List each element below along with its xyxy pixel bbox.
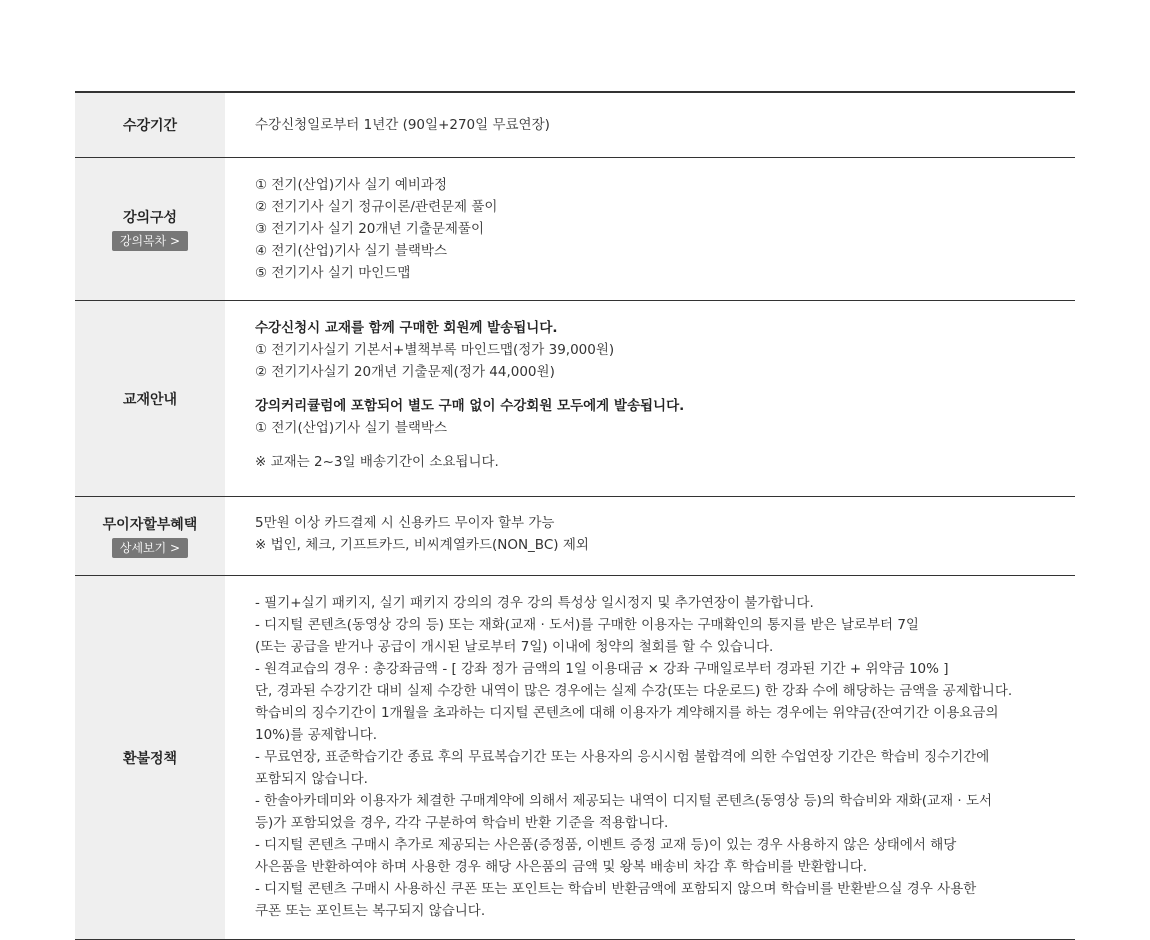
refund-line: - 원격교습의 경우 : 총강좌금액 - [ 강좌 정가 금액의 1일 이용대금 × 강좌 구매일로부터 경과된 기간 + 위약금 10% ] [255, 661, 949, 677]
composition-header [75, 158, 225, 300]
list-item: ① 전기(산업)기사 실기 블랙박스 [255, 420, 448, 436]
refund-content [225, 576, 1075, 939]
refund-line: 포함되지 않습니다. [255, 771, 368, 787]
refund-line: - 디지털 콘텐츠(동영상 강의 등) 또는 재화(교재 · 도서)를 구매한 이용자는 구매확인의 통지를 받은 날로부터 7일 [255, 617, 919, 633]
refund-line: 쿠폰 또는 포인트는 복구되지 않습니다. [255, 903, 486, 919]
row-textbook [75, 301, 1075, 497]
refund-line: 10%)를 공제합니다. [255, 727, 378, 743]
period-text: 수강신청일로부터 1년간 (90일+270일 무료연장) [255, 117, 550, 133]
installment-line: ※ 법인, 체크, 기프트카드, 비씨계열카드(NON_BC) 제외 [255, 537, 589, 553]
installment-label: 무이자할부혜택 [102, 517, 198, 533]
refund-line: 등)가 포함되었을 경우, 각각 구분하여 학습비 반환 기준을 적용합니다. [255, 815, 669, 831]
curriculum-button[interactable]: 강의목차 > [112, 231, 188, 251]
list-item: ① 전기기사실기 기본서+별책부록 마인드맵(정가 39,000원) [255, 342, 615, 358]
refund-line: - 디지털 콘텐츠 구매시 사용하신 쿠폰 또는 포인트는 학습비 반환금액에 포함되지 않으며 학습비를 반환받으실 경우 사용한 [255, 881, 977, 897]
textbook-label: 교재안내 [75, 301, 225, 496]
refund-line: (또는 공급을 받거나 공급이 개시된 날로부터 7일) 이내에 청약의 철회를 할 수 있습니다. [255, 639, 774, 655]
list-item: ② 전기기사실기 20개년 기출문제(정가 44,000원) [255, 364, 555, 380]
period-value [225, 93, 1075, 157]
composition-label: 강의구성 [122, 210, 178, 226]
refund-line: - 디지털 콘텐츠 구매시 추가로 제공되는 사은품(증정품, 이벤트 증정 교재 등)이 있는 경우 사용하지 않은 상태에서 해당 [255, 837, 957, 853]
list-item: ② 전기기사 실기 정규이론/관련문제 풀이 [255, 199, 498, 215]
period-label: 수강기간 [75, 93, 225, 157]
refund-line: 학습비의 징수기간이 1개월을 초과하는 디지털 콘텐츠에 대해 이용자가 계약해지를 하는 경우에는 위약금(잔여기간 이용요금의 [255, 705, 999, 721]
installment-header [75, 497, 225, 575]
row-refund [75, 576, 1075, 940]
course-info-table [75, 91, 1075, 940]
installment-content [225, 497, 1075, 575]
installment-line: 5만원 이상 카드결제 시 신용카드 무이자 할부 가능 [255, 515, 555, 531]
refund-line: - 무료연장, 표준학습기간 종료 후의 무료복습기간 또는 사용자의 응시시험 불합격에 의한 수업연장 기간은 학습비 징수기간에 [255, 749, 990, 765]
list-item: ③ 전기기사 실기 20개년 기출문제풀이 [255, 221, 485, 237]
refund-line: 단, 경과된 수강기간 대비 실제 수강한 내역이 많은 경우에는 실제 수강(또는 다운로드) 한 강좌 수에 해당하는 금액을 공제합니다. [255, 683, 1013, 699]
shipping-note: ※ 교재는 2~3일 배송기간이 소요됩니다. [255, 454, 499, 470]
list-item: ⑤ 전기기사 실기 마인드맵 [255, 265, 411, 281]
refund-line: - 필기+실기 패키지, 실기 패키지 강의의 경우 강의 특성상 일시정지 및 추가연장이 불가합니다. [255, 595, 814, 611]
refund-label: 환불정책 [75, 576, 225, 939]
list-item: ④ 전기(산업)기사 실기 블랙박스 [255, 243, 448, 259]
refund-line: - 한솔아카데미와 이용자가 체결한 구매계약에 의해서 제공되는 내역이 디지털 콘텐츠(동영상 등)의 학습비와 재화(교재 · 도서 [255, 793, 993, 809]
composition-list [225, 158, 1075, 300]
textbook-heading-purchase: 수강신청시 교재를 함께 구매한 회원께 발송됩니다. [255, 320, 558, 336]
details-button[interactable]: 상세보기 > [112, 538, 188, 558]
row-composition [75, 158, 1075, 301]
textbook-content [225, 301, 1075, 496]
row-period [75, 93, 1075, 158]
textbook-heading-included: 강의커리큘럼에 포함되어 별도 구매 없이 수강회원 모두에게 발송됩니다. [255, 398, 685, 414]
refund-line: 사은품을 반환하여야 하며 사용한 경우 해당 사은품의 금액 및 왕복 배송비 차감 후 학습비를 반환합니다. [255, 859, 868, 875]
list-item: ① 전기(산업)기사 실기 예비과정 [255, 177, 448, 193]
row-installment [75, 497, 1075, 576]
